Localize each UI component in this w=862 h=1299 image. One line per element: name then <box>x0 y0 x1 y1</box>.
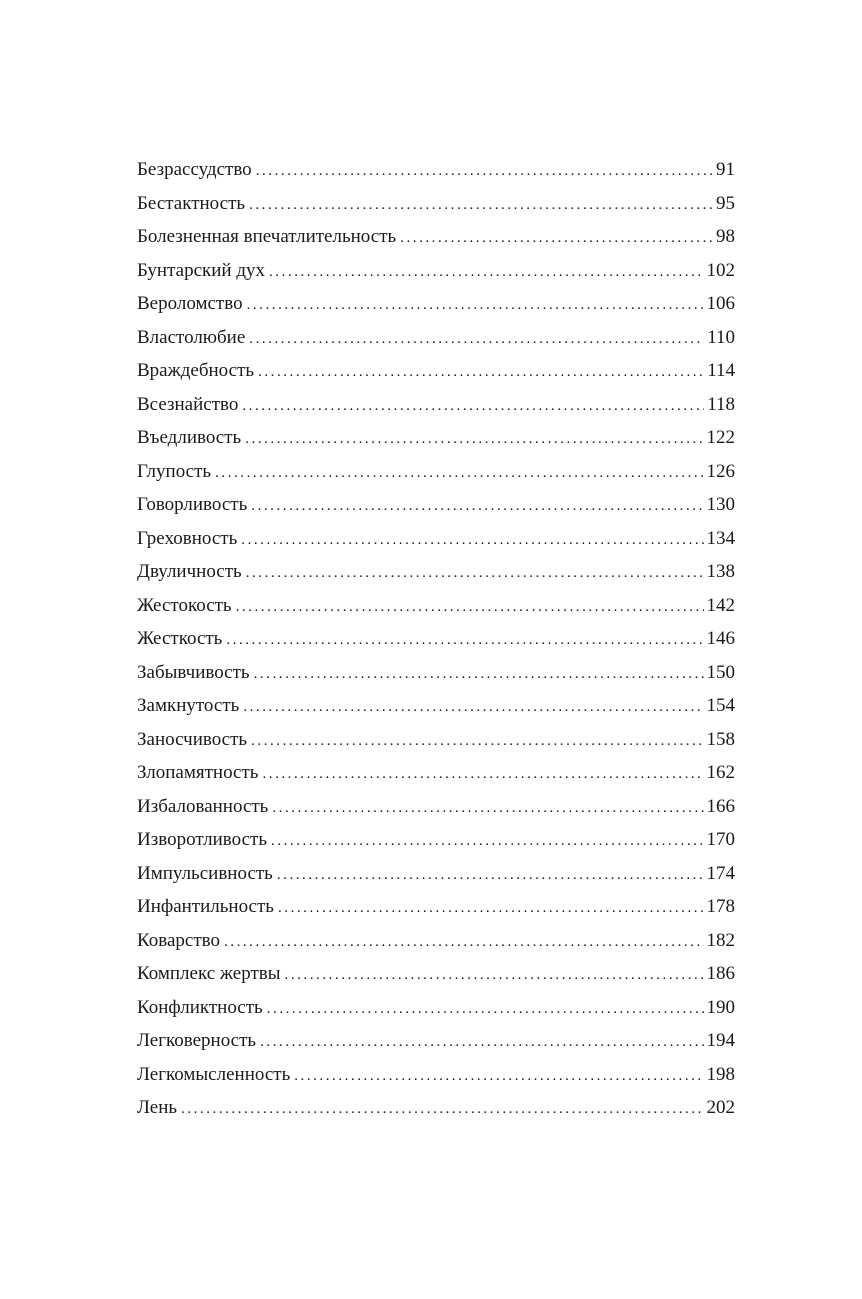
toc-entry-page-number: 138 <box>706 561 735 582</box>
dot-leader <box>267 993 704 1027</box>
toc-entry-title: Вероломство <box>137 293 243 314</box>
toc-entry[interactable] <box>137 254 735 288</box>
toc-entry-page-number: 146 <box>706 628 735 649</box>
toc-entry[interactable] <box>137 890 735 924</box>
toc-entry-title: Болезненная впечатлительность <box>137 226 397 247</box>
toc-entry-page-number: 174 <box>706 862 735 884</box>
toc-entry-title: Греховность <box>137 527 238 549</box>
toc-entry[interactable] <box>137 589 735 623</box>
dot-leader <box>278 892 704 926</box>
toc-entry[interactable] <box>137 220 735 254</box>
dot-leader <box>258 356 704 390</box>
toc-entry-title: Комплекс жертвы <box>137 963 281 984</box>
dot-leader <box>269 256 704 290</box>
toc-entry[interactable] <box>137 287 735 321</box>
toc-entry[interactable] <box>137 153 735 187</box>
toc-entry-title: Глупость <box>137 460 212 482</box>
dot-leader <box>256 155 713 189</box>
toc-entry[interactable] <box>137 1091 735 1125</box>
toc-entry-title: Конфликтность <box>137 996 263 1018</box>
toc-entry-title: Легкомысленность <box>137 1063 291 1085</box>
dot-leader <box>247 289 704 323</box>
toc-entry-page-number: 142 <box>706 594 735 616</box>
toc-entry-title: Бунтарский дух <box>137 259 265 281</box>
toc-entry-page-number: 194 <box>706 1030 735 1051</box>
toc-entry[interactable] <box>137 924 735 958</box>
toc-entry-page-number: 158 <box>706 728 735 750</box>
toc-entry[interactable] <box>137 1058 735 1092</box>
dot-leader <box>245 423 703 457</box>
toc-entry[interactable] <box>137 187 735 221</box>
toc-entry-title: Импульсивность <box>137 862 273 884</box>
toc-entry-title: Жесткость <box>137 628 223 649</box>
dot-leader <box>241 524 703 558</box>
dot-leader <box>249 189 713 223</box>
toc-entry-page-number: 134 <box>706 527 735 549</box>
toc-entry-page-number: 98 <box>716 226 735 247</box>
toc-entry[interactable] <box>137 321 735 355</box>
toc-entry-page-number: 91 <box>716 159 735 180</box>
toc-entry[interactable] <box>137 1024 735 1058</box>
toc-entry-page-number: 170 <box>706 829 735 850</box>
toc-entry-title: Всезнайство <box>137 393 239 415</box>
dot-leader <box>277 859 704 893</box>
toc-entry-page-number: 190 <box>706 996 735 1018</box>
toc-entry-title: Коварство <box>137 929 220 951</box>
toc-entry-title: Жестокость <box>137 594 232 616</box>
toc-entry-page-number: 122 <box>706 427 735 448</box>
dot-leader <box>260 1026 703 1060</box>
toc-entry-page-number: 150 <box>706 661 735 683</box>
toc-entry[interactable] <box>137 756 735 790</box>
toc-entry[interactable] <box>137 522 735 556</box>
toc-entry[interactable] <box>137 689 735 723</box>
toc-entry-title: Двуличность <box>137 561 242 582</box>
dot-leader <box>285 959 704 993</box>
toc-entry-page-number: 95 <box>716 192 735 214</box>
dot-leader <box>262 758 703 792</box>
toc-entry[interactable] <box>137 991 735 1025</box>
dot-leader <box>181 1093 703 1127</box>
dot-leader <box>271 825 703 859</box>
dot-leader <box>251 725 703 759</box>
toc-entry[interactable] <box>137 555 735 589</box>
dot-leader <box>224 926 704 960</box>
toc-entry-title: Избалованность <box>137 795 269 817</box>
toc-entry-title: Замкнутость <box>137 695 240 716</box>
toc-entry-title: Говорливость <box>137 494 248 515</box>
toc-entry-page-number: 182 <box>706 929 735 951</box>
toc-entry[interactable] <box>137 622 735 656</box>
toc-entry-page-number: 102 <box>706 259 735 281</box>
dot-leader <box>254 658 704 692</box>
toc-entry[interactable] <box>137 723 735 757</box>
toc-entry-title: Властолюбие <box>137 326 246 348</box>
toc-entry-page-number: 202 <box>706 1097 735 1118</box>
toc-entry-page-number: 130 <box>706 494 735 515</box>
toc-entry-title: Въедливость <box>137 427 242 448</box>
dot-leader <box>251 490 703 524</box>
toc-entry-title: Инфантильность <box>137 896 274 917</box>
toc-entry-title: Заносчивость <box>137 728 248 750</box>
toc-entry-page-number: 114 <box>707 360 735 381</box>
dot-leader <box>294 1060 703 1094</box>
toc-entry-page-number: 162 <box>706 762 735 783</box>
toc-entry[interactable] <box>137 790 735 824</box>
toc-entry-title: Злопамятность <box>137 762 259 783</box>
toc-entry-title: Забывчивость <box>137 661 250 683</box>
toc-entry-page-number: 166 <box>706 795 735 817</box>
toc-entry[interactable] <box>137 421 735 455</box>
dot-leader <box>226 624 703 658</box>
toc-entry[interactable] <box>137 354 735 388</box>
dot-leader <box>249 323 704 357</box>
toc-entry[interactable] <box>137 857 735 891</box>
toc-entry-page-number: 178 <box>706 896 735 917</box>
toc-entry-title: Враждебность <box>137 360 255 381</box>
dot-leader <box>243 691 703 725</box>
toc-entry-title: Безрассудство <box>137 159 252 180</box>
toc-entry-title: Лень <box>137 1097 178 1118</box>
toc-entry[interactable] <box>137 656 735 690</box>
toc-entry-title: Легковерность <box>137 1030 257 1051</box>
toc-entry[interactable] <box>137 388 735 422</box>
dot-leader <box>242 390 704 424</box>
dot-leader <box>272 792 703 826</box>
dot-leader <box>236 591 704 625</box>
toc-entry-page-number: 110 <box>707 326 735 348</box>
dot-leader <box>215 457 703 491</box>
table-of-contents <box>137 153 735 1125</box>
toc-entry-page-number: 118 <box>707 393 735 415</box>
dot-leader <box>246 557 704 591</box>
toc-entry-page-number: 198 <box>706 1063 735 1085</box>
dot-leader <box>400 222 713 256</box>
toc-entry-page-number: 106 <box>706 293 735 314</box>
toc-entry-title: Изворотливость <box>137 829 268 850</box>
toc-entry[interactable] <box>137 823 735 857</box>
toc-entry[interactable] <box>137 957 735 991</box>
toc-entry-page-number: 154 <box>706 695 735 716</box>
toc-entry[interactable] <box>137 455 735 489</box>
toc-entry-page-number: 186 <box>706 963 735 984</box>
toc-entry-title: Бестактность <box>137 192 246 214</box>
toc-entry-page-number: 126 <box>706 460 735 482</box>
toc-entry[interactable] <box>137 488 735 522</box>
